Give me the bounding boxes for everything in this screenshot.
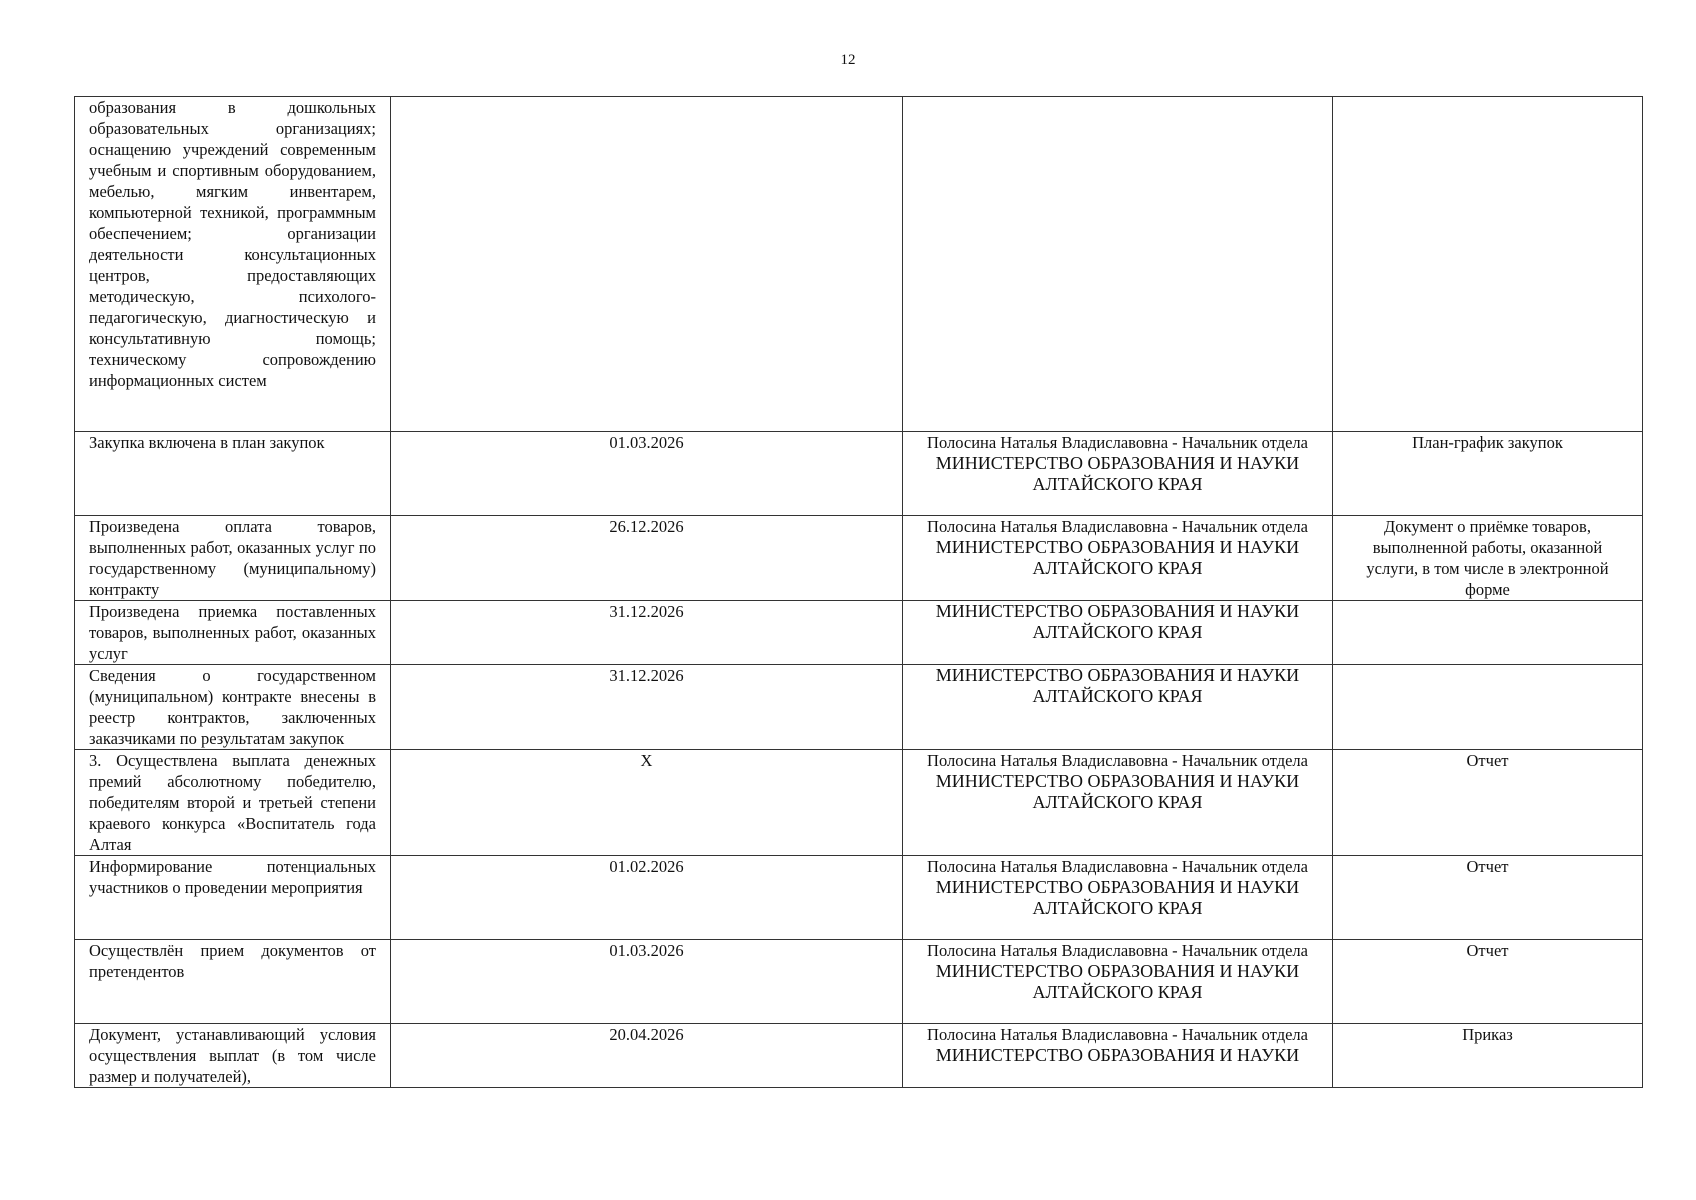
responsible-cell: Полосина Наталья Владиславовна - Начальник отдела МИНИСТЕРСТВО ОБРАЗОВАНИЯ И НАУКИ АЛТАЙСКОГО КРАЯ: [903, 940, 1333, 1024]
table-row: [75, 432, 1643, 516]
table-row: [75, 97, 1643, 432]
table-row: [75, 750, 1643, 856]
responsible-cell: Полосина Наталья Владиславовна - Начальник отдела МИНИСТЕРСТВО ОБРАЗОВАНИЯ И НАУКИ АЛТАЙСКОГО КРАЯ: [903, 856, 1333, 940]
event-cell: Произведена приемка поставленных товаров, выполненных работ, оказанных услуг: [75, 601, 391, 665]
date-cell: 01.03.2026: [391, 940, 903, 1024]
date-cell: 31.12.2026: [391, 601, 903, 665]
date-cell: 31.12.2026: [391, 665, 903, 750]
responsible-cell: Полосина Наталья Владиславовна - Начальник отдела МИНИСТЕРСТВО ОБРАЗОВАНИЯ И НАУКИ АЛТАЙСКОГО КРАЯ: [903, 750, 1333, 856]
responsible-cell: [903, 97, 1333, 432]
document-cell: [1333, 665, 1643, 750]
event-cell: Документ, устанавливающий условия осуществления выплат (в том числе размер и получателей),: [75, 1024, 391, 1088]
date-cell: X: [391, 750, 903, 856]
document-cell: Приказ: [1333, 1024, 1643, 1088]
responsible-cell: МИНИСТЕРСТВО ОБРАЗОВАНИЯ И НАУКИ АЛТАЙСКОГО КРАЯ: [903, 665, 1333, 750]
responsible-cell: МИНИСТЕРСТВО ОБРАЗОВАНИЯ И НАУКИ АЛТАЙСКОГО КРАЯ: [903, 601, 1333, 665]
date-cell: 01.03.2026: [391, 432, 903, 516]
event-cell: Осуществлён прием документов от претендентов: [75, 940, 391, 1024]
table-row: [75, 601, 1643, 665]
table-row: [75, 856, 1643, 940]
event-cell: Информирование потенциальных участников о проведении мероприятия: [75, 856, 391, 940]
table-row: [75, 516, 1643, 601]
table-row: [75, 665, 1643, 750]
document-cell: План-график закупок: [1333, 432, 1643, 516]
event-cell: Произведена оплата товаров, выполненных работ, оказанных услуг по государственному (муниципальному) контракту: [75, 516, 391, 601]
document-cell: Документ о приёмке товаров, выполненной работы, оказанной услуги, в том числе в электронной форме: [1333, 516, 1643, 601]
event-cell: образования в дошкольных образовательных организациях; оснащению учреждений современным учебным и спортивным оборудованием, мебелью, мягким инвентарем, компьютерной техникой, программным обеспечением; организации деятельности консультационных центров, предоставляющих методическую, психолого-педагогическую, диагностическую и консультативную помощь; техническому сопровождению информационных систем: [75, 97, 391, 432]
document-cell: Отчет: [1333, 750, 1643, 856]
document-cell: Отчет: [1333, 856, 1643, 940]
document-cell: [1333, 601, 1643, 665]
table-row: [75, 940, 1643, 1024]
document-cell: [1333, 97, 1643, 432]
date-cell: 20.04.2026: [391, 1024, 903, 1088]
page-number: 12: [840, 52, 856, 68]
event-cell: Закупка включена в план закупок: [75, 432, 391, 516]
plan-table: [74, 96, 1643, 1088]
event-cell: Сведения о государственном (муниципальном) контракте внесены в реестр контрактов, заключенных заказчиками по результатам закупок: [75, 665, 391, 750]
date-cell: [391, 97, 903, 432]
table-row: [75, 1024, 1643, 1088]
date-cell: 01.02.2026: [391, 856, 903, 940]
responsible-cell: Полосина Наталья Владиславовна - Начальник отдела МИНИСТЕРСТВО ОБРАЗОВАНИЯ И НАУКИ АЛТАЙСКОГО КРАЯ: [903, 432, 1333, 516]
document-cell: Отчет: [1333, 940, 1643, 1024]
responsible-cell: Полосина Наталья Владиславовна - Начальник отдела МИНИСТЕРСТВО ОБРАЗОВАНИЯ И НАУКИ АЛТАЙСКОГО КРАЯ: [903, 516, 1333, 601]
date-cell: 26.12.2026: [391, 516, 903, 601]
responsible-cell: Полосина Наталья Владиславовна - Начальник отдела МИНИСТЕРСТВО ОБРАЗОВАНИЯ И НАУКИ: [903, 1024, 1333, 1088]
event-cell: 3. Осуществлена выплата денежных премий абсолютному победителю, победителям второй и третьей степени краевого конкурса «Воспитатель года Алтая: [75, 750, 391, 856]
